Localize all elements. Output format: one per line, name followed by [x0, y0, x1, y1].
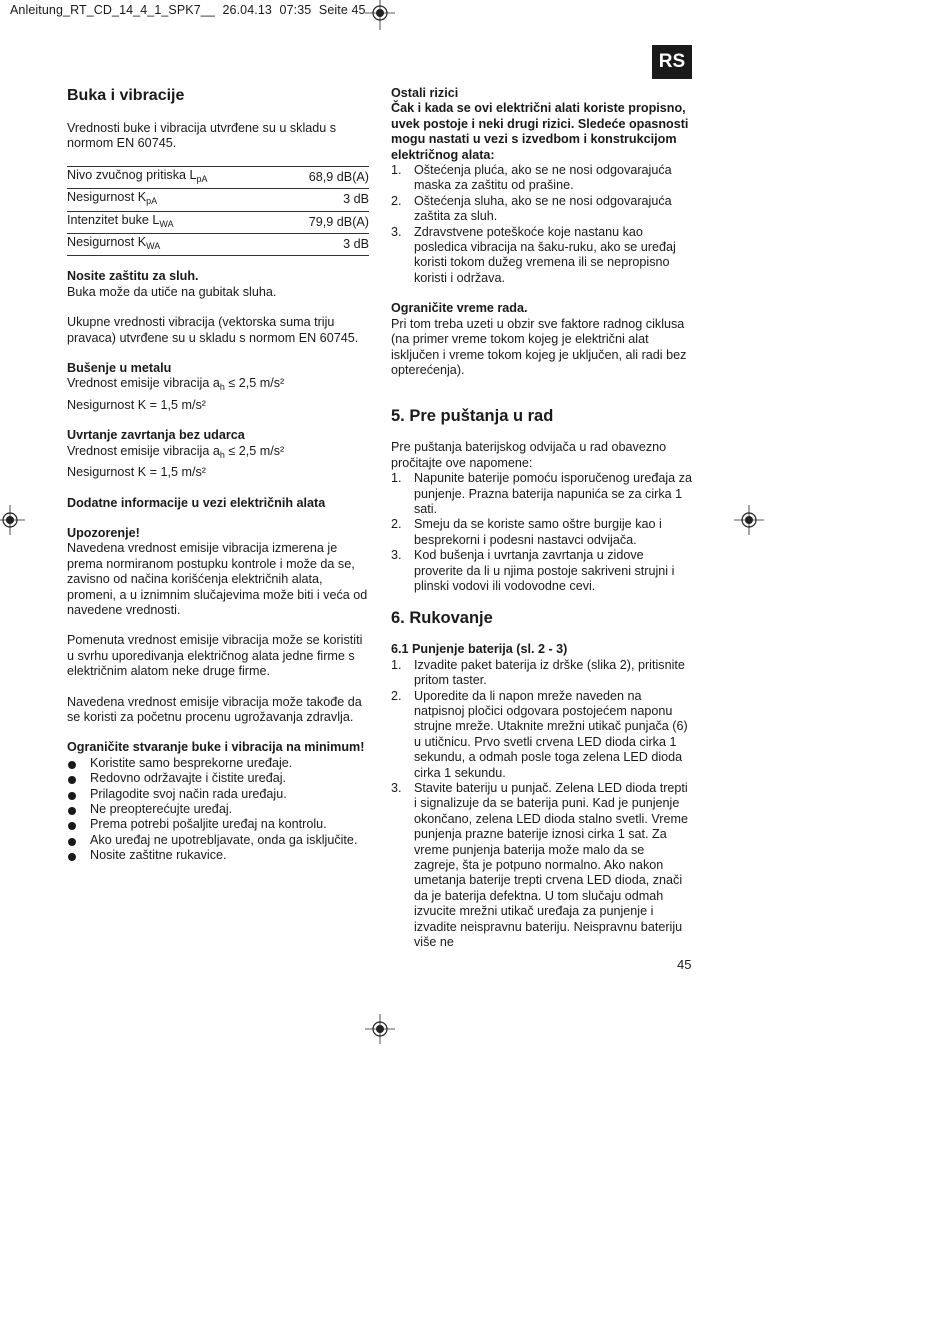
table-row [67, 211, 369, 233]
screwing-heading: Uvrtanje zavrtanja bez udarca [67, 428, 245, 443]
section-title-start: 5. Pre puštanja u rad [391, 407, 554, 426]
section-title-noise: Buka i vibracije [67, 87, 185, 104]
header-file: Anleitung_RT_CD_14_4_1_SPK7__ [10, 3, 215, 17]
noise-value: 3 dB [278, 189, 369, 211]
noise-label: Nesigurnost $K_{pA}$ [67, 189, 278, 211]
noise-value: 79,9 dB(A) [278, 211, 369, 233]
compare-text: Pomenuta vrednost emisije vibracija može se koristiti u svrhu uporedivanja električnog alata jedne firme s električnim alatom neke druge firme. [67, 633, 363, 679]
language-badge: RS [652, 45, 692, 79]
noise-intro: Vrednosti buke i vibracija utvrđene su u skladu s normom EN 60745. [67, 121, 337, 151]
screwing-uncertainty: Nesigurnost K = 1,5 m/s² [67, 465, 206, 480]
list-item: 2. Oštećenja sluha, ako se ne nosi odgovarajuća zaštita za sluh. [391, 193, 672, 224]
noise-label: Intenzitet buke $L_{WA}$ [67, 211, 278, 233]
limit-time-heading: Ograničite vreme rada. [391, 301, 528, 316]
drilling-emission: Vrednost emisije vibracija $a_h \le 2,5$ m/s² [67, 376, 285, 393]
section-title-operation: 6. Rukovanje [391, 609, 493, 628]
table-row [67, 189, 369, 211]
registration-mark-icon [734, 505, 764, 535]
noise-label: Nivo zvučnog pritiska $L_{pA}$ [67, 166, 278, 188]
noise-label: Nesigurnost $K_{WA}$ [67, 234, 278, 256]
vibration-total-text: Ukupne vrednosti vibracija (vektorska suma triju pravaca) utvrđene su u skladu s normom EN 60745. [67, 315, 359, 345]
list-item: 1. Izvadite paket baterija iz drške (slika 2), pritisnite pritom taster. [391, 657, 685, 688]
bullet-icon [68, 822, 76, 830]
right-column [391, 86, 692, 951]
drilling-heading: Bušenje u metalu [67, 361, 172, 376]
risk-text: Navedena vrednost emisije vibracija može takođe da se koristi za početnu procenu ugrožavanja zdravlja. [67, 694, 362, 724]
minimize-list [67, 756, 369, 864]
limit-time-text: Pri tom treba uzeti u obzir sve faktore radnog ciklusa (na primer vreme tokom kojeg je električni alat isključen i vreme tokom kojeg je uključen, ali radi bez opterećenja). [391, 316, 687, 377]
other-risks-intro: Čak i kada se ovi električni alati koriste propisno, uvek postoje i neki drugi rizici. Sledeće opasnosti mogu nastati u vezi s izvedbom i konstrukcijom električnog alata: [391, 101, 689, 162]
registration-mark-icon [365, 0, 395, 30]
list-item: 1. Oštećenja pluća, ako se ne nosi odgovarajuća maska za zaštitu od prašine. [391, 163, 672, 193]
noise-value: 68,9 dB(A) [278, 166, 369, 188]
screwing-emission: Vrednost emisije vibracija $a_h \le 2,5$ m/s² [67, 443, 285, 460]
warning-heading: Upozorenje! [67, 525, 140, 540]
bullet-icon [68, 792, 76, 800]
bullet-icon [68, 776, 76, 784]
risks-list [391, 163, 692, 286]
list-item: Redovno održavajte i čistite uređaj. [67, 771, 369, 786]
warning-text: Navedena vrednost emisije vibracija izmerena je prema normiranom postupku kontrole i može da se, zavisno od načina korišćenja električnih alata, promeni, a u iznimnim slučajevima može biti i veća od navedene vrednosti. [67, 541, 368, 617]
list-item: 3. Zdravstvene poteškoće koje nastanu kao posledica vibracija na šaku-ruku, ako se uređaj koristi tokom dužeg vremena ili se nepropisno koristi i održava. [391, 224, 676, 285]
print-header [10, 3, 370, 17]
list-item: Ne preopterećujte uređaj. [67, 802, 369, 817]
list-item: Ako uređaj ne upotrebljavate, onda ga isključite. [67, 833, 369, 848]
start-intro: Pre puštanja baterijskog odvijača u rad obavezno pročitajte ove napomene: [391, 440, 667, 470]
list-item: 3. Kod bušenja i uvrtanja zavrtanja u zidove proverite da li u njima postoje sakriveni strujni i plinski vodovi ili vodovodne cevi. [391, 548, 675, 593]
header-date: 26.04.13 [222, 3, 272, 17]
registration-mark-icon [0, 505, 25, 535]
noise-value: 3 dB [278, 234, 369, 256]
list-item: Prema potrebi pošaljite uređaj na kontrolu. [67, 817, 369, 832]
table-row [67, 234, 369, 256]
left-column [67, 86, 369, 864]
list-item: 2. Uporedite da li napon mreže naveden na natpisnoj pločici odgovara postojećem naponu strujne mreže. Utaknite mrežni utikač punjača (6) u utičnicu. Prvo svetli crvena LED dioda cirka 1 sekundu, a odmah posle toga zelena LED dioda cirka 1 sekundu. [391, 688, 688, 780]
bullet-icon [68, 807, 76, 815]
charging-list [391, 658, 692, 951]
charging-heading: 6.1 Punjenje baterija (sl. 2 - 3) [391, 642, 568, 657]
list-item: 1. Napunite baterije pomoću isporučenog uređaja za punjenje. Prazna baterija napunića se za cirka 1 sati. [391, 471, 692, 516]
hearing-heading: Nosite zaštitu za sluh. [67, 269, 199, 284]
list-item: Nosite zaštitne rukavice. [67, 848, 369, 863]
bullet-icon [68, 838, 76, 846]
hearing-text: Buka može da utiče na gubitak sluha. [67, 284, 277, 299]
start-list [391, 471, 692, 594]
extra-info-heading: Dodatne informacije u vezi električnih alata [67, 495, 326, 510]
list-item: 2. Smeju da se koriste samo oštre burgije kao i besprekorni i podesni nastavci odvijača. [391, 517, 662, 547]
list-item: Koristite samo besprekorne uređaje. [67, 756, 369, 771]
page-number: 45 [677, 957, 692, 972]
other-risks-heading: Ostali rizici [391, 86, 459, 100]
bullet-icon [68, 853, 76, 861]
list-item: 3. Stavite bateriju u punjač. Zelena LED dioda trepti i signalizuje da se baterija puni. Kad je punjenje okončano, zelena LED dioda stalno svetli. Vreme punjenja prazne baterije iznosi cirka 1 sat. Za vreme punjenja baterija može malo da se zagreje, šta je potpuno normalno. Ako nakon umetanja baterije trepti crvena LED dioda, znači da je baterija defektna. U tom slučaju odmah izvucite mrežni utikač uređaja za punjenje i izvadite neispravnu bateriju. Neispravnu bateriju više ne [391, 781, 688, 950]
header-time: 07:35 [279, 3, 312, 17]
drilling-uncertainty: Nesigurnost K = 1,5 m/s² [67, 397, 206, 412]
table-row [67, 166, 369, 188]
minimize-heading: Ograničite stvaranje buke i vibracija na minimum! [67, 740, 365, 755]
list-item: Prilagodite svoj način rada uređaju. [67, 787, 369, 802]
registration-mark-icon [365, 1014, 395, 1044]
bullet-icon [68, 761, 76, 769]
noise-table [67, 166, 369, 257]
header-page-label: Seite 45 [318, 3, 366, 17]
